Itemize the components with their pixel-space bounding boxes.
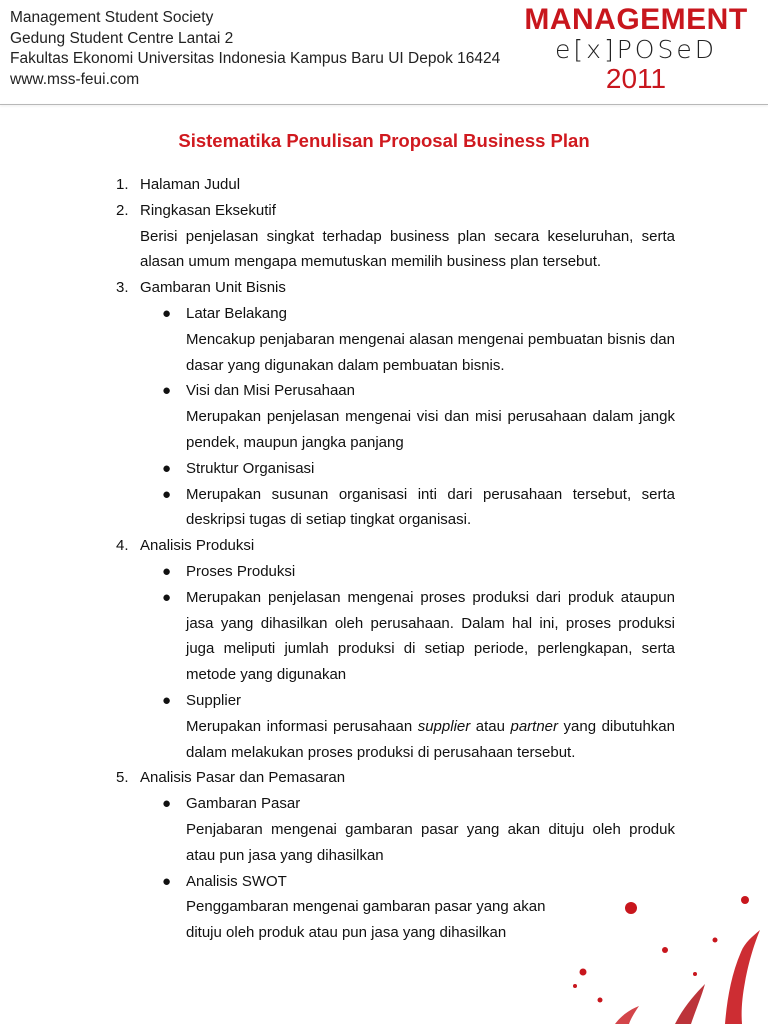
section-title: Halaman Judul — [140, 176, 241, 193]
desc-italic-term: partner — [510, 717, 559, 735]
bullet-dot-icon: ● — [162, 691, 172, 709]
event-logo — [518, 4, 754, 94]
bullet-label: Supplier — [186, 691, 242, 709]
section-number: 4. — [116, 537, 129, 555]
splash-drop — [713, 938, 718, 943]
desc-text: yang dibutuhkan dalam melakukan proses produksi di perusahaan tersebut. — [186, 717, 675, 761]
section-heading — [112, 765, 675, 791]
splash-drop — [693, 972, 697, 976]
splash-stroke — [725, 930, 760, 1024]
desc-text: atau — [470, 717, 511, 735]
section-heading — [112, 275, 675, 301]
section-title: Analisis Pasar dan Pemasaran — [140, 769, 346, 787]
bullet-dot-icon: ● — [162, 382, 172, 400]
bullet-dot-icon: ● — [162, 872, 172, 890]
bullet-label: Gambaran Pasar — [186, 795, 301, 813]
letterhead-address — [10, 8, 500, 90]
bullet-item — [112, 456, 675, 482]
bullet-description: Mencakup penjabaran mengenai alasan mengenai pembuatan bisnis dan dasar yang digunakan dalam pembuatan bisnis. — [186, 330, 675, 374]
section-title: Analisis Produksi — [140, 537, 255, 555]
header-divider — [0, 104, 768, 105]
splash-drop — [573, 984, 577, 988]
desc-line: Penggambaran mengenai gambaran pasar yang akan — [186, 898, 546, 916]
bullet-item — [112, 482, 675, 534]
section-heading — [112, 533, 675, 559]
section-number: 5. — [116, 769, 129, 787]
bullet-item — [112, 585, 675, 688]
bullet-dot-icon: ● — [162, 304, 172, 322]
section-number: 1. — [116, 176, 129, 193]
paint-splash-decoration — [555, 890, 768, 1024]
bullet-description: Penjabaran mengenai gambaran pasar yang akan dituju oleh produk atau pun jasa yang dihasilkan — [186, 820, 675, 864]
section-number: 2. — [116, 201, 129, 219]
document-body — [112, 172, 675, 946]
bullet-dot-icon: ● — [162, 485, 172, 503]
bullet-item — [112, 791, 675, 817]
desc-italic-term: supplier — [417, 717, 471, 735]
splash-stroke — [615, 1006, 639, 1024]
bullet-item — [112, 688, 675, 714]
bullet-description — [112, 714, 675, 766]
org-website: www.mss-feui.com — [10, 70, 140, 88]
bullet-label: Merupakan penjelasan mengenai proses produksi dari produk ataupun jasa yang dihasilkan oleh perusahaan. Dalam hal ini, proses produksi juga meliputi jumlah produksi di setiap periode, perlengkapan, serta metode yang digunakan — [186, 588, 675, 684]
splash-stroke — [675, 984, 705, 1024]
logo-line-2: e[x]POSeD — [555, 35, 717, 64]
desc-line: dituju oleh produk atau pun jasa yang dihasilkan — [186, 924, 507, 942]
bullet-label: Struktur Organisasi — [186, 459, 315, 477]
bullet-dot-icon: ● — [162, 588, 172, 606]
splash-drop — [625, 902, 637, 914]
splash-drop — [741, 896, 749, 904]
org-building: Gedung Student Centre Lantai 2 — [10, 29, 234, 47]
section-heading — [112, 172, 675, 198]
page-title: Sistematika Penulisan Proposal Business Plan — [178, 130, 590, 151]
logo-year: 2011 — [605, 63, 667, 94]
bullet-item — [112, 559, 675, 585]
section-number: 3. — [116, 279, 129, 297]
logo-line-1: MANAGEMENT — [524, 3, 748, 36]
bullet-label: Visi dan Misi Perusahaan — [186, 382, 355, 400]
section-title: Gambaran Unit Bisnis — [140, 279, 286, 297]
bullet-label: Latar Belakang — [186, 304, 287, 322]
splash-drop — [662, 947, 668, 953]
section-description: Berisi penjelasan singkat terhadap business plan secara keseluruhan, serta alasan umum mengapa memutuskan memilih business plan tersebut. — [140, 227, 675, 271]
org-address: Fakultas Ekonomi Universitas Indonesia Kampus Baru UI Depok 16424 — [10, 50, 501, 67]
bullet-item — [112, 378, 675, 404]
bullet-dot-icon: ● — [162, 562, 172, 580]
bullet-label: Proses Produksi — [186, 562, 296, 580]
bullet-dot-icon: ● — [162, 795, 172, 813]
bullet-description: Merupakan penjelasan mengenai visi dan misi perusahaan dalam jangk pendek, maupun jangka panjang — [186, 408, 675, 451]
bullet-label: Merupakan susunan organisasi inti dari perusahaan tersebut, serta deskripsi tugas di setiap tingkat organisasi. — [186, 485, 675, 529]
splash-drop — [598, 998, 603, 1003]
bullet-dot-icon: ● — [162, 459, 172, 477]
bullet-item — [112, 301, 675, 327]
section-heading — [112, 198, 675, 224]
splash-drop — [580, 969, 587, 976]
bullet-label: Analisis SWOT — [186, 872, 287, 890]
desc-text: Merupakan informasi perusahaan — [186, 717, 418, 735]
section-title: Ringkasan Eksekutif — [140, 201, 276, 219]
org-name: Management Student Society — [10, 9, 214, 26]
